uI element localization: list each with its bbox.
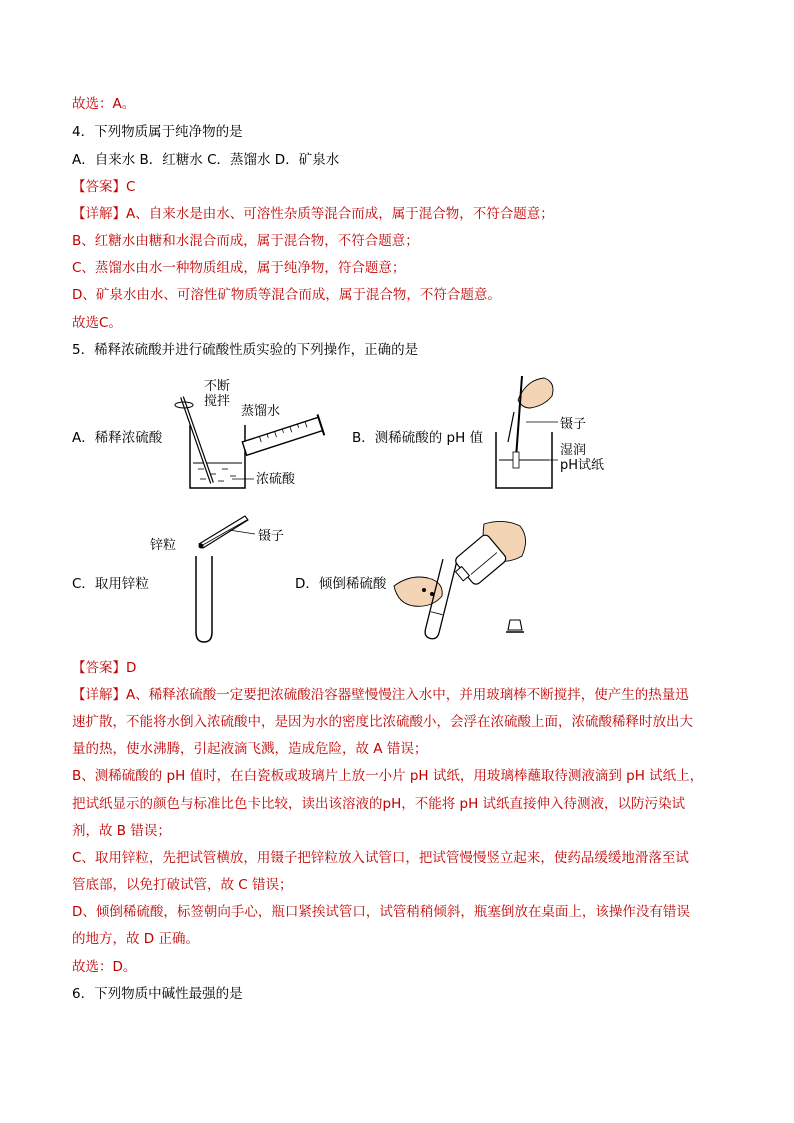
q6-stem: 6．下列物质中碱性最强的是 <box>72 986 243 1002</box>
q5-detail-line: 量的热，使水沸腾，引起液滴飞溅，造成危险，故 A 错误； <box>72 741 428 757</box>
q4-answer: 【答案】C <box>72 179 136 195</box>
q5-detail-line: 【详解】A、稀释浓硫酸一定要把浓硫酸沿容器壁慢慢注入水中，并用玻璃棒不断搅拌，使产生的热量迅 <box>72 687 689 703</box>
prev-answer-final: 故选：A。 <box>72 96 136 112</box>
q5-detail-line: 把试纸显示的颜色与标准比色卡比较，读出该溶液的pH，不能将 pH 试纸直接伸入待测液，以防污染试 <box>72 796 686 812</box>
label-tweezers-c: 镊子 <box>258 529 285 544</box>
q5-detail-line: 剂，故 B 错误； <box>72 823 171 839</box>
dilution-diagram <box>170 375 330 495</box>
label-zinc: 锌粒 <box>150 538 177 553</box>
q4-stem: 4．下列物质属于纯净物的是 <box>72 124 243 140</box>
q5-answer: 【答案】D <box>72 660 137 676</box>
ph-test-diagram <box>486 372 566 494</box>
q5-detail-line: D、倾倒稀硫酸，标签朝向手心，瓶口紧挨试管口，试管稍稍倾斜，瓶塞倒放在桌面上，该操作没有错误 <box>72 904 690 920</box>
q4-detail-line: B、红糖水由糖和水混合而成，属于混合物，不符合题意； <box>72 233 419 249</box>
q5-detail-line: C、取用锌粒，先把试管横放，用镊子把锌粒放入试管口，把试管慢慢竖立起来，使药品缓缓地滑落至试 <box>72 850 689 866</box>
q5-option-b-caption: B．测稀硫酸的 pH 值 <box>352 430 484 446</box>
q4-options: A．自来水 B．红糖水 C．蒸馏水 D．矿泉水 <box>72 152 340 168</box>
q5-detail-line: 的地方，故 D 正确。 <box>72 931 199 947</box>
q5-stem: 5．稀释浓硫酸并进行硫酸性质实验的下列操作，正确的是 <box>72 342 419 358</box>
q4-final: 故选C。 <box>72 315 122 331</box>
label-conc-acid: 浓硫酸 <box>256 472 296 487</box>
q5-option-d-caption: D．倾倒稀硫酸 <box>295 576 387 592</box>
label-distilled-water: 蒸馏水 <box>241 404 281 419</box>
q5-detail-line: B、测稀硫酸的 pH 值时，在白瓷板或玻璃片上放一小片 pH 试纸，用玻璃棒蘸取待测液滴到 pH 试纸上， <box>72 768 704 784</box>
q4-detail-line: C、蒸馏水由水一种物质组成，属于纯净物，符合题意； <box>72 260 406 276</box>
label-tweezers-b: 镊子 <box>560 417 587 432</box>
q4-detail-line: 【详解】A、自来水是由水、可溶性杂质等混合而成，属于混合物，不符合题意； <box>72 206 554 222</box>
q5-option-a-caption: A．稀释浓硫酸 <box>72 430 163 446</box>
q5-option-c-caption: C．取用锌粒 <box>72 576 149 592</box>
q5-final: 故选：D。 <box>72 959 137 975</box>
pouring-diagram <box>392 516 540 646</box>
q4-detail-line: D、矿泉水由水、可溶性矿物质等混合而成，属于混合物，不符合题意。 <box>72 287 501 303</box>
label-stir: 不断 搅拌 <box>204 379 231 409</box>
q5-detail-line: 管底部，以免打破试管，故 C 错误； <box>72 877 293 893</box>
zinc-granule-diagram <box>185 508 265 646</box>
q5-detail-line: 速扩散，不能将水倒入浓硫酸中，是因为水的密度比浓硫酸小，会浮在浓硫酸上面，浓硫酸稀释时放出大 <box>72 714 693 730</box>
label-wet-ph-paper: 湿润 pH试纸 <box>560 443 605 473</box>
